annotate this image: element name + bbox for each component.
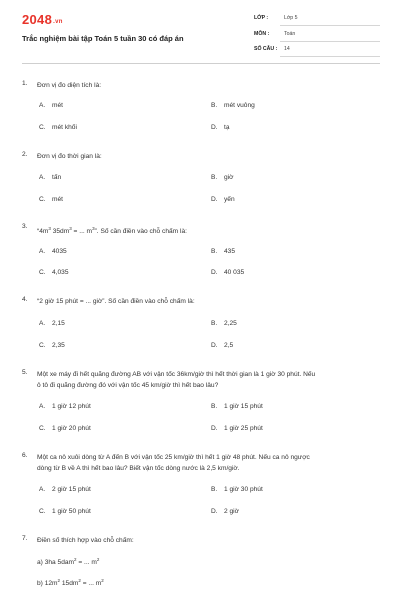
question-number: 7. [22, 535, 28, 542]
option-text: 1 giờ 50 phút [52, 508, 91, 515]
option-text: 40 035 [224, 269, 245, 276]
option-b[interactable] [211, 320, 237, 327]
option-c[interactable] [39, 425, 91, 432]
exponent: 2 [74, 557, 77, 562]
option-text: 2,15 [52, 320, 65, 327]
meta-underline [280, 25, 380, 26]
stem-line: Một ca nô xuôi dòng từ A đến B với vận tốc 25 km/giờ thì hết 1 giờ 48 phút. Nếu ca nô ngược [37, 454, 310, 461]
exponent: 3 [92, 226, 95, 231]
option-letter: D. [211, 342, 218, 349]
option-text: 2 giờ 15 phút [52, 486, 91, 493]
meta-label: LỚP : [254, 15, 269, 21]
sub-text: 15dm [60, 580, 79, 588]
option-letter: C. [39, 342, 46, 349]
option-text: tạ [224, 124, 230, 131]
meta-value: Toán [284, 31, 296, 37]
option-letter: D. [211, 269, 218, 276]
meta-label: MÔN : [254, 31, 270, 37]
option-a[interactable] [39, 403, 91, 410]
sub-text: = ... m [76, 559, 97, 567]
option-text: mét [52, 196, 63, 203]
option-letter: A. [39, 174, 46, 181]
option-text: 2 giờ [224, 508, 239, 515]
question-number: 6. [22, 452, 28, 459]
question-number: 4. [22, 296, 28, 303]
option-text: 435 [224, 248, 236, 255]
stem-text: 35dm [50, 228, 70, 236]
option-letter: D. [211, 124, 218, 131]
question-stem: Đơn vị đo thời gian là: [37, 153, 102, 160]
option-text: mét [52, 102, 63, 109]
meta-label: SỐ CÂU : [254, 46, 278, 52]
logo-text: 2048 [22, 12, 53, 27]
question-stem: “2 giờ 15 phút = ... giờ”. Số cần điền vào chỗ chấm là: [37, 298, 195, 305]
option-letter: B. [211, 320, 218, 327]
option-c[interactable] [39, 508, 91, 515]
question-stem [37, 452, 382, 474]
option-a[interactable] [39, 102, 63, 109]
option-text: yến [224, 196, 235, 203]
option-letter: B. [211, 102, 218, 109]
sub-text: = ... m [80, 580, 102, 588]
stem-text: “4m [37, 228, 49, 236]
option-letter: C. [39, 124, 46, 131]
option-b[interactable] [211, 403, 263, 410]
option-d[interactable] [211, 425, 263, 432]
exponent: 2 [78, 578, 81, 583]
option-b[interactable] [211, 102, 255, 109]
question-stem: Điền số thích hợp vào chỗ chấm: [37, 537, 134, 544]
page-title: Trắc nghiệm bài tập Toán 5 tuần 30 có đáp án [22, 34, 184, 43]
option-letter: A. [39, 248, 46, 255]
stem-line: dòng từ B về A thì hết bao lâu? Biết vận tốc dòng nước là 2,5 km/giờ. [37, 465, 240, 472]
option-text: giờ [224, 174, 234, 181]
meta-value: 14 [284, 46, 290, 52]
question-number: 1. [22, 80, 28, 87]
option-letter: A. [39, 486, 46, 493]
fill-in-a [37, 557, 99, 566]
option-text: 2,5 [224, 342, 234, 349]
option-text: 1 giờ 12 phút [52, 403, 91, 410]
meta-value: Lớp 5 [284, 15, 298, 21]
option-text: 1 giờ 15 phút [224, 403, 263, 410]
header-divider [22, 63, 380, 64]
question-stem [37, 223, 382, 237]
option-c[interactable] [39, 196, 63, 203]
page-header [0, 0, 400, 62]
option-text: mét vuông [224, 102, 255, 109]
option-text: 1 giờ 30 phút [224, 486, 263, 493]
stem-line: ô tô đi quãng đường đó với vận tốc 45 km/giờ thì hết bao lâu? [37, 382, 219, 389]
option-d[interactable] [211, 269, 244, 276]
option-letter: B. [211, 486, 218, 493]
exponent: 3 [48, 226, 51, 231]
option-letter: C. [39, 425, 46, 432]
option-a[interactable] [39, 174, 61, 181]
option-c[interactable] [39, 269, 69, 276]
stem-line: Một xe máy đi hết quãng đường AB với vận tốc 36km/giờ thì hết thời gian là 1 giờ 30 phút. Nếu [37, 371, 316, 378]
meta-class [254, 13, 380, 27]
exponent: 2 [57, 578, 61, 583]
option-letter: A. [39, 320, 46, 327]
option-text: 4035 [52, 248, 67, 255]
option-d[interactable] [211, 508, 239, 515]
option-c[interactable] [39, 124, 77, 131]
option-letter: D. [211, 196, 218, 203]
option-text: 1 giờ 20 phút [52, 425, 91, 432]
option-letter: B. [211, 174, 218, 181]
fill-in-b [37, 578, 104, 587]
exponent: 2 [101, 578, 104, 583]
meta-subject [254, 29, 380, 43]
option-letter: A. [39, 102, 46, 109]
option-c[interactable] [39, 342, 65, 349]
option-text: 4,035 [52, 269, 69, 276]
option-letter: B. [211, 248, 218, 255]
stem-text: = ... m [71, 228, 93, 236]
option-d[interactable] [211, 196, 235, 203]
option-text: 1 giờ 25 phút [224, 425, 263, 432]
meta-underline [280, 41, 380, 42]
option-text: 2,25 [224, 320, 237, 327]
question-number: 2. [22, 151, 28, 158]
option-text: tấn [52, 174, 62, 181]
sub-text: b) 12m [37, 580, 58, 588]
option-letter: C. [39, 196, 46, 203]
option-a[interactable] [39, 486, 91, 493]
logo-tld: .vn [53, 19, 63, 25]
site-logo[interactable] [22, 12, 63, 27]
option-letter: A. [39, 403, 46, 410]
option-b[interactable] [211, 174, 233, 181]
exponent: 3 [69, 226, 72, 231]
option-letter: C. [39, 508, 46, 515]
stem-text: ”. Số cần điền vào chỗ chấm là: [94, 228, 187, 236]
question-stem [37, 369, 382, 391]
option-letter: C. [39, 269, 46, 276]
option-d[interactable] [211, 124, 230, 131]
option-b[interactable] [211, 486, 263, 493]
sub-text: a) 3ha 5dam [37, 559, 75, 567]
exponent: 2 [96, 557, 100, 562]
option-letter: D. [211, 425, 218, 432]
option-letter: B. [211, 403, 218, 410]
meta-underline [280, 56, 380, 57]
option-d[interactable] [211, 342, 233, 349]
option-b[interactable] [211, 248, 235, 255]
option-text: mét khối [52, 124, 77, 131]
option-letter: D. [211, 508, 218, 515]
question-stem: Đơn vị đo diện tích là: [37, 82, 102, 89]
question-number: 3. [22, 223, 28, 230]
option-a[interactable] [39, 248, 67, 255]
meta-count [254, 44, 380, 58]
question-number: 5. [22, 369, 28, 376]
option-text: 2,35 [52, 342, 65, 349]
option-a[interactable] [39, 320, 65, 327]
